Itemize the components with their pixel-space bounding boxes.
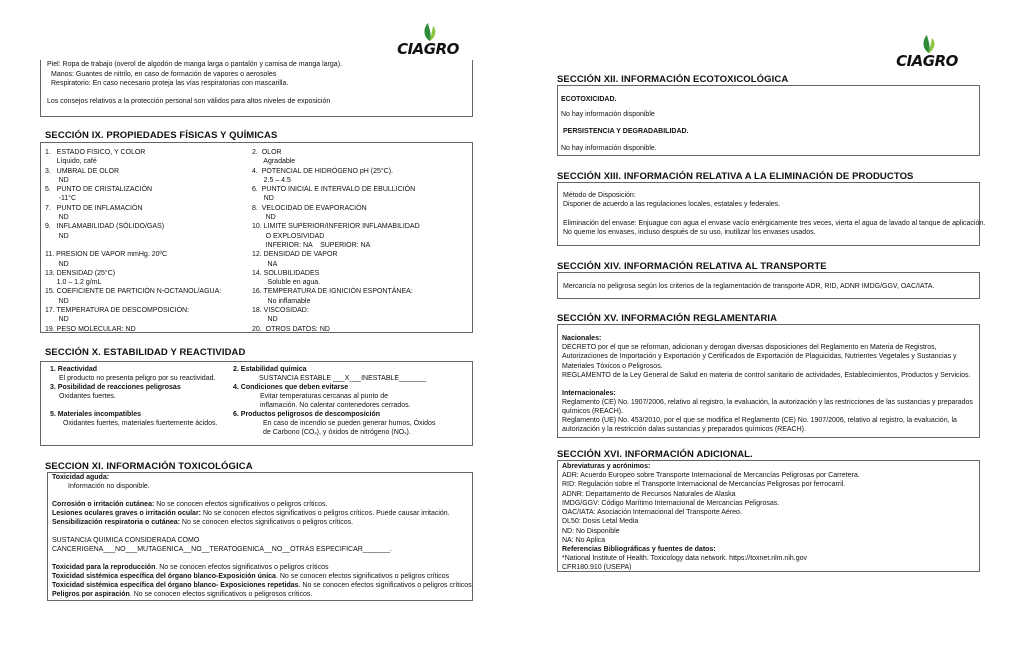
property-line: 1.0 – 1.2 g/mL — [45, 279, 102, 287]
property-line: -11°C — [45, 195, 77, 203]
property-line: ND — [252, 214, 276, 222]
section-xiii-box — [557, 182, 986, 246]
property-line: 18. VISCOSIDAD: — [252, 307, 309, 315]
conditions-avoid-heading: 4. Condiciones que deben evitarse — [233, 384, 349, 391]
abbreviation-item: ND: No Disponible — [562, 527, 620, 535]
property-line: 4. POTENCIAL DE HIDRÓGENO pH (25°C). — [252, 167, 394, 175]
container-disposal-2: No queme los envases, incluso después de su uso, inutilizar los envases usados. — [563, 229, 816, 236]
abbreviations-heading: Abreviaturas y acrónimos: — [562, 463, 651, 470]
property-line: 7. PUNTO DE INFLAMACIÓN — [45, 204, 143, 212]
ciagro-logo-right — [887, 34, 967, 70]
abbreviation-item: RID: Regulación sobre el Transporte Internacional de Mercancías Peligrosas por ferrocarril. — [562, 481, 846, 489]
leaf-icon — [422, 22, 438, 42]
abbreviation-item: IMDG/GGV: Código Marítimo Internacional de Mercancías Peligrosas. — [562, 499, 780, 507]
property-line: 14. SOLUBILIDADES — [252, 269, 320, 277]
ppe-box — [40, 60, 473, 117]
property-line: 15. COEFICIENTE DE PARTICIÓN N-OCTANOL/AGUA: — [45, 288, 222, 296]
repeated-exposure: Toxicidad sistémica específica del órgano blanco- Exposiciones repetidas. No se conocen efectos significativos o peligros críticos. — [52, 582, 474, 589]
property-line: 11. PRESION DE VAPOR mmHg. 20ºC — [45, 251, 168, 259]
reproductive-toxicity: Toxicidad para la reproducción. No se conocen efectos significativos o peligros críticos — [52, 564, 329, 571]
conditions-avoid-value-2: inflamación. No calentar contenedores cerrados. — [260, 402, 411, 409]
skin-corrosion: Corrosión o irritación cutánea: No se conocen efectos significativos o peligros críticos. — [52, 501, 328, 508]
acute-toxicity-value: Información no disponible. — [68, 483, 150, 490]
section-xiv-box — [557, 272, 980, 299]
property-line: ND — [45, 316, 69, 324]
reactivity-value: El producto no presenta peligro por su reactividad. — [59, 375, 216, 382]
reference-item: *National Institute of Health. Toxicology data network. https://toxnet.nlm.nih.gov — [562, 555, 808, 562]
national-decree: DECRETO por el que se reforman, adicionan y derogan diversas disposiciones del Reglamento en Materia de Registros, Autorizaciones de Importación y Exportación y Certificados de Exportación de Plaguicidas, Nutrientes Vegetales y Sustancias y Materiales Tóxicos o Peligrosos. — [562, 344, 957, 370]
abbreviation-item: ADR: Acuerdo Europeo sobre Transporte Internacional de Mercancías Peligrosas por Carretera. — [562, 472, 860, 479]
eye-damage: Lesiones oculares graves o irritación ocular: No se conocen efectos significativos o peligros críticos. Puede causar irritación. — [52, 510, 450, 517]
leaf-icon — [921, 34, 937, 54]
chemical-classification: CANCERIGENA___NO___MUTAGENICA__NO__TERATOGENICA__NO__OTRAS ESPECIFICAR_______. — [52, 546, 393, 553]
disposal-method-value: Disponer de acuerdo a las regulaciones locales, estatales y federales. — [563, 201, 781, 208]
ppe-note: Los consejos relativos a la protección personal son válidos para altos niveles de exposición — [47, 98, 331, 105]
references-list — [562, 554, 807, 573]
property-line: 9. INFLAMABILIDAD (SÓLIDO/GAS) — [45, 223, 165, 231]
international-heading: Internacionales: — [562, 390, 616, 397]
property-line: 3. UMBRAL DE OLOR — [45, 167, 120, 175]
section-title: SECCIÓN IX. PROPIEDADES FÍSICAS Y QUÍMICAS — [45, 130, 278, 141]
section-title: SECCIÓN XIV. INFORMACIÓN RELATIVA AL TRANSPORTE — [557, 261, 827, 272]
property-line: ND — [45, 260, 69, 268]
abbreviations-list — [562, 471, 860, 545]
section-title: SECCIÓN XVI. INFORMACIÓN ADICIONAL. — [557, 449, 753, 460]
property-line: ND — [45, 297, 69, 305]
national-regulation: REGLAMENTO de la Ley General de Salud en materia de control sanitario de actividades, Establecimientos, Productos y Servicios. — [562, 372, 971, 379]
brand-name: CIAGRO — [397, 40, 459, 58]
section-x-box — [40, 361, 473, 446]
brand-name: CIAGRO — [896, 52, 958, 70]
property-line: 5. PUNTO DE CRISTALIZACIÓN — [45, 186, 153, 194]
hazardous-reactions-heading: 3. Posibilidad de reacciones peligrosas — [50, 384, 181, 391]
property-line: 19. PESO MOLECULAR: ND — [45, 325, 136, 333]
property-line: INFERIOR: NA SUPERIOR: NA — [252, 241, 371, 249]
properties-col-2 — [252, 148, 420, 334]
property-line: ND — [252, 195, 274, 203]
incompatible-materials-value: Oxidantes fuertes, materiales fuertemente ácidos. — [63, 420, 218, 427]
aspiration-hazard: Peligros por aspiración. No se conocen efectos significativos o peligrosos críticos. — [52, 591, 313, 598]
property-line: ND — [45, 176, 69, 184]
reach-regulation: Reglamento (CE) No. 1907/2006, relativo al registro, la evaluación, la autorización y las restricciones de las sustancias y preparados químicos (REACH). — [562, 399, 973, 416]
property-line: 8. VELOCIDAD DE EVAPORACIÓN — [252, 204, 367, 212]
ecotoxicity-value: No hay información disponible — [561, 111, 655, 118]
reference-item: CFR180.910 (USEPA) — [562, 564, 632, 572]
section-ix-box — [40, 142, 473, 333]
persistence-heading: PERSISTENCIA Y DEGRADABILIDAD. — [563, 128, 689, 135]
property-line: No inflamable — [252, 297, 311, 305]
reactivity-heading: 1. Reactividad — [50, 366, 98, 373]
persistence-value: No hay información disponible. — [561, 145, 657, 152]
disposal-method-label: Método de Disposición: — [563, 192, 636, 199]
property-line: 1. ESTADO FISICO, Y COLOR — [45, 149, 146, 156]
section-xvi-box — [557, 460, 980, 572]
reach-amendment: Reglamento (UE) No. 453/2010, por el que se modifica el Reglamento (CE) No. 1907/2006, relativo al registro, la evaluación, la autorización y la restricción dalas sustancias y preparados químicos (REACH). — [562, 417, 957, 434]
section-xi-box — [47, 472, 473, 601]
incompatible-materials-heading: 5. Materiales incompatibles — [50, 411, 142, 418]
single-exposure: Toxicidad sistémica específica del órgano blanco-Exposición única. No se conocen efectos significativos o peligros críticos — [52, 573, 450, 580]
property-line: 20. OTROS DATOS: ND — [252, 325, 330, 333]
property-line: 12. DENSIDAD DE VAPOR — [252, 251, 338, 259]
transport-info: Mercancía no peligrosa según los criterios de la reglamentación de transporte ADR, RID, ADNR IMDG/GGV, OAC/IATA. — [563, 283, 935, 290]
property-line: Soluble en agua. — [252, 279, 321, 287]
conditions-avoid-value-1: Evitar temperaturas cercanas al punto de — [260, 393, 389, 400]
property-line — [45, 241, 221, 250]
properties-col-1 — [45, 148, 221, 334]
abbreviation-item: OAC/IATA: Asociación Internacional del Transporte Aéreo. — [562, 509, 742, 517]
decomposition-value-1: En caso de incendio se pueden generar humos, Óxidos — [263, 420, 436, 427]
property-line: NA — [252, 260, 278, 268]
property-line: Líquido, café — [45, 158, 97, 166]
ecotoxicity-heading: ECOTOXICIDAD. — [561, 96, 617, 103]
property-line: 16. TEMPERATURA DE IGNICIÓN ESPONTÁNEA: — [252, 288, 413, 296]
section-title: SECCIÓN XII. INFORMACIÓN ECOTOXICOLÓGICA — [557, 74, 789, 85]
hazardous-reactions-value: Oxidantes fuertes. — [59, 393, 116, 400]
property-line: Agradable — [252, 158, 296, 166]
abbreviation-item: NA: No Aplica — [562, 537, 606, 545]
container-disposal: Eliminación del envase: Enjuague con agua el envase vacío enérgicamente tres veces, vierta el agua de lavado al tanque de aplicación. — [563, 220, 986, 227]
stability-value: SUSTANCIA ESTABLE ___X___INESTABLE_______ — [259, 375, 427, 382]
property-line: 2.5 – 4.5 — [252, 176, 291, 184]
chemical-considered: SUSTANCIA QUIMICA CONSIDERADA COMO — [52, 537, 200, 544]
property-line: 13. DENSIDAD (25°C) — [45, 269, 116, 277]
property-line: ND — [252, 316, 278, 324]
property-line: 10. LIMITE SUPERIOR/INFERIOR INFLAMABILIDAD — [252, 223, 420, 231]
section-title: SECCIÓN X. ESTABILIDAD Y REACTIVIDAD — [45, 347, 246, 358]
property-line: 17. TEMPERATURA DE DESCOMPOSICIÓN: — [45, 307, 190, 315]
section-title: SECCION XI. INFORMACIÓN TOXICOLÓGICA — [45, 461, 253, 472]
sensitization: Sensibilización respiratoria o cutánea: No se conocen efectos significativos o peligros críticos. — [52, 519, 354, 526]
property-line: 6. PUNTO INICIAL E INTERVALO DE EBULLICIÓN — [252, 186, 416, 194]
abbreviation-item: ADNR: Departamento de Recursos Naturales de Alaska — [562, 490, 736, 498]
decomposition-value-2: de Carbono (COₓ), y óxidos de nitrógeno (NOₓ). — [263, 429, 411, 436]
abbreviation-item: DL50: Dosis Letal Media — [562, 518, 639, 526]
national-heading: Nacionales: — [562, 335, 602, 342]
references-heading: Referencias Bibliográficas y fuentes de datos: — [562, 546, 716, 553]
section-title: SECCIÓN XV. INFORMACIÓN REGLAMENTARIA — [557, 313, 778, 324]
property-line: 2. OLOR — [252, 149, 282, 156]
decomposition-heading: 6. Productos peligrosos de descomposición — [233, 411, 381, 418]
stability-heading: 2. Estabilidad química — [233, 366, 307, 373]
ciagro-logo-left — [388, 22, 468, 58]
ppe-skin: Piel: Ropa de trabajo (overol de algodón de manga larga o pantalón y camisa de manga larga). — [47, 61, 342, 68]
section-xii-box — [557, 85, 980, 156]
property-line: ND — [45, 232, 69, 240]
ppe-respiratory: Respiratorio: En caso necesario proteja las vías respiratorias con mascarilla. — [51, 80, 289, 87]
ppe-hands: Manos: Guantes de nitrilo, en caso de formación de vapores o aerosoles — [51, 71, 277, 78]
section-title: SECCIÓN XIII. INFORMACIÓN RELATIVA A LA ELIMINACIÓN DE PRODUCTOS — [557, 171, 914, 182]
section-xv-box — [557, 324, 980, 438]
acute-toxicity-heading: Toxicidad aguda: — [52, 474, 110, 481]
property-line: O EXPLOSIVIDAD — [252, 232, 325, 240]
property-line: ND — [45, 214, 69, 222]
